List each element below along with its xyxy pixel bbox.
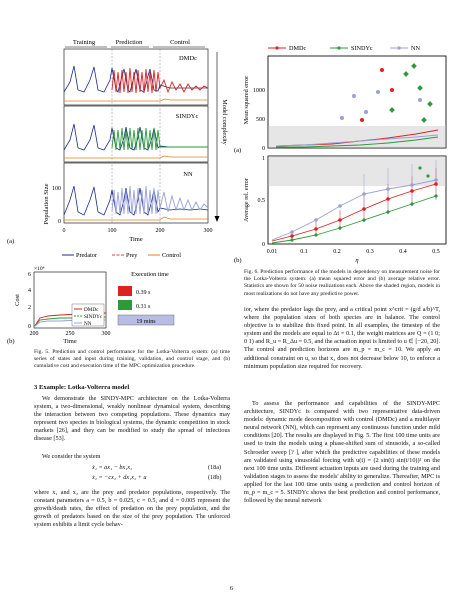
ytick-100: 100	[52, 186, 61, 192]
eta-xlabel: η	[355, 257, 359, 264]
equation-18a: ẋ₁ = ax₁ − bx₁x₂	[92, 464, 133, 471]
eta-tick-04: 0.4	[399, 249, 407, 255]
timeseries-plot	[0, 0, 232, 270]
rel-ylabel: Average rel. error	[243, 178, 250, 222]
mse-ytick-500: 500	[256, 117, 265, 123]
ytick-0: 0	[58, 219, 61, 225]
cost-ytick-0: 0	[28, 324, 31, 330]
legend-predator: Predator	[76, 252, 97, 259]
time-xlabel: Time	[129, 236, 143, 243]
noise-legend-nn: NN	[411, 45, 420, 52]
eta-tick-01: 0.1	[300, 249, 308, 255]
cost-ytick-6: 6	[28, 272, 31, 278]
exec-time-dmdc: 0.39 s	[136, 290, 151, 296]
rel-ytick-05: 0.5	[257, 198, 265, 204]
cost-legend-dmdc: DMDc	[84, 307, 99, 313]
phase-control: Control	[170, 39, 190, 46]
cost-ylabel: Cost	[14, 294, 21, 306]
exec-time-sindyc: 0.31 s	[136, 304, 151, 310]
cost-legend-nn: NN	[84, 321, 92, 327]
model-complexity-label: Model complexity	[221, 99, 228, 145]
mse-ytick-0: 0	[262, 146, 265, 152]
subfigure-b-label: (b)	[7, 338, 15, 345]
section-heading: 3 Example: Lotka-Volterra model	[34, 384, 130, 391]
xtick-0: 0	[62, 228, 66, 234]
figure-caption-right: Fig. 6. Prediction performance of the models in dependency on measurement noise for the Lotka-Volterra system: (a) mean squared error and (b) average relative error. Statistics are shown for 50 noise realizations each. Above the shaded region, models in most realizations do not have any predictive power.	[244, 269, 440, 297]
figure-lotka-volterra-timeseries	[0, 0, 232, 270]
panel-label-sindyc: SINDYc	[175, 113, 199, 120]
cost-ytick-4: 4	[28, 288, 31, 294]
figure-cost-subplot	[0, 262, 232, 348]
exec-time-title: Execution time	[131, 271, 169, 278]
cost-exponent: ×10⁴	[34, 266, 45, 272]
panel-label-dmdc: DMDc	[178, 55, 198, 62]
phase-training: Training	[72, 39, 96, 46]
cost-xlabel: Time	[63, 338, 77, 345]
mse-ytick-1000: 1000	[253, 88, 265, 94]
page-number: 6	[229, 585, 234, 592]
noise-legend-dmdc: DMDc	[289, 45, 307, 52]
population-ylabel: Population Size	[43, 183, 50, 225]
right-paragraph-1: ior, where the predator lags the prey, and a critical point x^crit = (g/d a/b)^T, where the population sizes of both species are in balance. The control objective is to stabilize this fixed point. In all examples, the timestep of the system and the models are equal to Δt = 0.1, the weight matrices are Q = (1 0; 0 1) and R_u = R_Δu = 0.5, and the actuation input is limited to u ∈ [−20, 20]. The control and prediction horizons are m_p = m_c = 10. We apply an additional constraint on u, so that x₂ does not decrease below 10, to enforce a minimum population size required for recovery.	[244, 306, 440, 370]
xtick-300: 300	[203, 228, 213, 234]
cost-xtick-200: 200	[29, 331, 39, 337]
eta-tick-001: 0.01	[266, 249, 278, 255]
cost-xtick-250: 250	[65, 331, 75, 337]
xtick-100: 100	[107, 228, 117, 234]
figure-noise-performance	[232, 0, 463, 270]
equation-18b-number: (18b)	[208, 474, 222, 481]
subfigure-a-label: (a)	[7, 238, 15, 245]
noise-legend-sindyc: SINDYc	[351, 45, 373, 52]
eta-tick-05: 0.5	[432, 249, 440, 255]
cost-plot	[0, 262, 232, 348]
right-paragraph-2: To assess the performance and capabilities of the SINDY-MPC architecture, SINDYc is compared with two representative data-driven models: dynamic mode decomposition with control (DMDc) and a multilayer neural network (NN), which can represent any continuous function under mild conditions [20]. The results are displayed in Fig. 5. The first 100 time units are used to train the models using a phase-shifted sum of sinusoids, a so-called Schroeder sweep [? ], after which the predictive capabilities of these models are validated using sinusoidal forcing with u(t) = (2 sin(t) sin(t/10))² on the next 100 time units. Different actuation inputs are used during the training and validation stages to assess the models' ability to generalize. Thereafter, MPC is applied for the last 100 time units using a prediction and control horizon of m_p = m_c = 5. SINDYc shows the best prediction and control performance, followed by the neural network	[244, 400, 440, 505]
figure-caption-left: Fig. 5. Prediction and control performance for the Lotka-Volterra system: (a) time series of states and input during training, validation, and control stage, and (b) cumulative cost and execution time of the MPC optimization procedure.	[34, 349, 230, 370]
eta-tick-03: 0.3	[366, 249, 374, 255]
left-paragraph-3: where x₁ and x₂ are the prey and predator populations, respectively. The constant parameters a = 0.5, b = 0.025, c = 0.5, and d = 0.005 represent the growth/death rates, the effect of predation on the prey population, and the growth of predators based on the size of the prey population. The unforced system exhibits a limit cycle behav-	[34, 489, 230, 529]
left-paragraph-1: We demonstrate the SINDY-MPC architecture on the Lotka-Volterra system, a two-dimensional, weakly nonlinear dynamical system, describing the interaction between two competing populations. These dynamics may represent two species in biological systems, the dynamic competition in stock markets [26], and they can be modified to study the spread of infectious disease [53].	[34, 395, 230, 443]
noise-sub-b: (b)	[234, 257, 242, 264]
mse-ylabel: Mean squared error	[243, 75, 250, 125]
cost-xtick-300: 300	[101, 331, 111, 337]
legend-control: Control	[162, 252, 181, 259]
xtick-200: 200	[155, 228, 165, 234]
noise-sub-a: (a)	[234, 147, 242, 154]
equation-18a-number: (18a)	[208, 464, 222, 471]
legend-prey: Prey	[126, 252, 138, 259]
eta-tick-02: 0.2	[333, 249, 341, 255]
equation-18b: ẋ₂ = −cx₂ + dx₁x₂ + u	[92, 474, 147, 481]
panel-label-nn: NN	[183, 171, 193, 178]
noise-plot	[232, 0, 463, 270]
cost-legend-sindyc: SINDYc	[84, 314, 103, 320]
exec-time-nn: 19 mins	[136, 319, 156, 325]
cost-ytick-2: 2	[28, 305, 31, 311]
left-paragraph-2: We consider the system	[42, 453, 101, 460]
rel-ytick-1: 1	[262, 156, 265, 162]
phase-prediction: Prediction	[115, 39, 143, 46]
rel-ytick-0: 0	[262, 242, 265, 248]
